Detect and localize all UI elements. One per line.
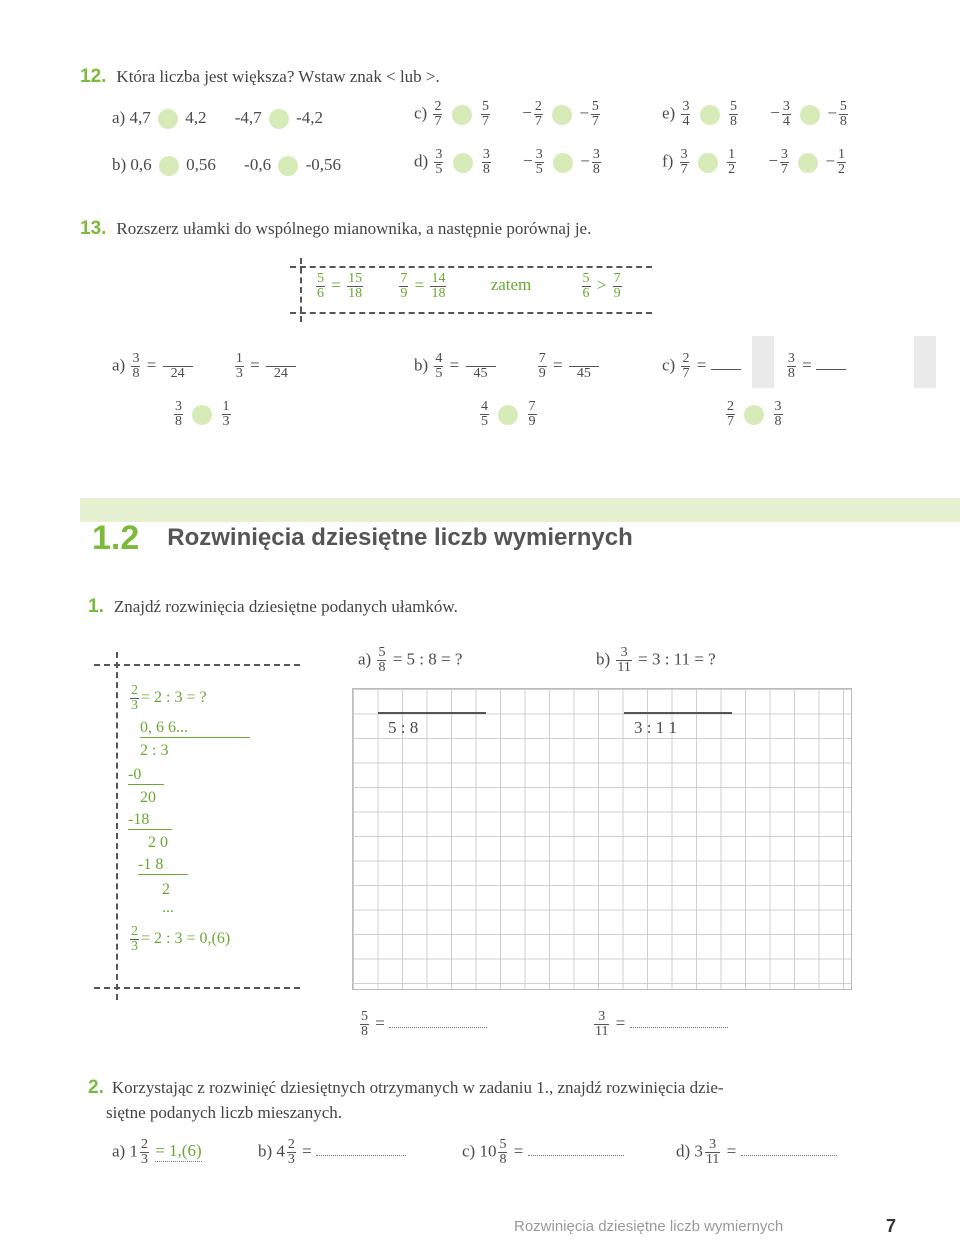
answer-field[interactable]: [316, 1155, 406, 1156]
ex13-a-label: a): [112, 355, 126, 375]
ex12-row-b: [112, 155, 341, 176]
ex13-c-label: c): [662, 355, 676, 375]
ex12-c-label: c): [414, 103, 428, 123]
squared-grid[interactable]: [352, 688, 852, 990]
exercise-1: [88, 596, 458, 618]
ex1-a-division: 5 : 8: [388, 718, 419, 737]
example-box-bottom: [94, 987, 300, 989]
fraction: $\frac{14}{18}$: [431, 271, 446, 301]
footer-title: Rozwinięcia dziesiętne liczb wymiernych: [514, 1218, 784, 1235]
compare-circle[interactable]: [744, 405, 764, 425]
fraction: $\frac{5}{6}$: [582, 271, 590, 301]
ex12-a-label: a) 4,7: [112, 108, 151, 127]
input-square[interactable]: [914, 336, 936, 388]
fraction: $\frac{1}{2}$: [838, 147, 846, 177]
fraction: $\frac{4}{5}$: [435, 351, 443, 381]
exercise-question-line2: siętne podanych liczb mieszanych.: [106, 1103, 343, 1122]
fraction: $\frac{5}{7}$: [591, 99, 599, 129]
fraction: $\frac{3}{8}$: [132, 351, 140, 381]
ex12-d-label: d): [414, 151, 429, 171]
exercise-number: 1.: [88, 596, 104, 617]
ex1-b-expression: = 3 : 11 = ?: [638, 649, 716, 669]
answer-blank[interactable]: [816, 355, 846, 370]
ex13-b-label: b): [414, 355, 429, 375]
example-box-top: [94, 664, 300, 666]
exercise-question: Która liczba jest większa? Wstaw znak < lub >.: [116, 67, 440, 86]
fraction: $\frac{2}{7}$: [682, 351, 690, 381]
ex13-b: b) $\frac{4}{5}$ = 45 $\frac{7}{9}$ = 45: [414, 352, 601, 381]
example-step: -0: [128, 766, 164, 785]
fraction: $\frac{2}{7}$: [727, 399, 734, 429]
exercise-13: [80, 218, 591, 240]
section-header: [92, 520, 641, 556]
fraction-blank[interactable]: 24: [163, 352, 193, 381]
compare-circle[interactable]: [700, 105, 720, 125]
fraction-blank[interactable]: 24: [266, 352, 296, 381]
fraction: $\frac{7}{9}$: [400, 271, 408, 301]
fraction: $\frac{2}{7}$: [434, 99, 442, 129]
fraction: $\frac{3}{8}$: [592, 147, 600, 177]
compare-circle[interactable]: [269, 109, 289, 129]
ex12-b-value: -0,56: [305, 155, 342, 174]
example-step: -1 8: [138, 856, 188, 875]
ex1-a-answer: $\frac{5}{8}$ =: [358, 1010, 487, 1039]
compare-circle[interactable]: [192, 405, 212, 425]
fraction: $\frac{3}{4}$: [682, 99, 690, 129]
fraction: $\frac{5}{8}$: [729, 99, 737, 129]
ex12-b-value: 0,56: [186, 155, 216, 174]
fraction: $\frac{7}{9}$: [538, 351, 546, 381]
exercise-question-line1: Korzystając z rozwinięć dziesiętnych otrzymanych w zadaniu 1., znajdź rozwinięcia dzie-: [111, 1078, 724, 1097]
exercise-2: [88, 1076, 724, 1126]
fraction: $\frac{3}{8}$: [774, 399, 782, 429]
page-number: 7: [886, 1216, 897, 1236]
ex1-b-division: 3 : 1 1: [634, 718, 677, 737]
example-step: 20: [140, 789, 156, 806]
exercise-number: 12.: [80, 66, 107, 87]
ex12-row-f: f) $\frac{3}{7}$ $\frac{1}{2}$ − $\frac{3}{7}$ − $\frac{1}{2}$: [662, 147, 846, 177]
ex2-b: b) 4 $\frac{2}{3}$ =: [258, 1138, 406, 1167]
fraction: $\frac{5}{8}$: [839, 99, 847, 129]
exercise-question: Znajdź rozwinięcia dziesiętne podanych ułamków.: [113, 597, 458, 616]
example-quotient: 0, 6 6...: [140, 719, 250, 738]
ex12-b-label: b) 0,6: [112, 155, 152, 174]
compare-circle[interactable]: [453, 153, 473, 173]
fraction: $\frac{3}{4}$: [782, 99, 790, 129]
ex12-row-a: [112, 108, 323, 129]
section-band: [80, 498, 960, 522]
ex12-a-value: -4,7: [234, 108, 262, 127]
fraction: $\frac{4}{5}$: [481, 399, 488, 429]
example-box-left: [116, 652, 118, 1000]
example-step: 2: [162, 881, 170, 898]
answer-field: = 1,(6): [155, 1141, 202, 1161]
example-box-left: [300, 258, 302, 322]
ex2-c: c) 10 $\frac{5}{8}$ =: [462, 1138, 624, 1167]
answer-field[interactable]: [741, 1155, 837, 1156]
ex12-b-value: -0,6: [244, 155, 272, 174]
ex1-b-header: b) $\frac{3}{11}$ = 3 : 11 = ?: [596, 645, 716, 675]
fraction: $\frac{5}{6}$: [317, 271, 324, 301]
ex12-a-value: 4,2: [185, 108, 207, 127]
answer-field[interactable]: [528, 1155, 624, 1156]
fraction: $\frac{3}{8}$: [175, 399, 182, 429]
ex13-c: c) $\frac{2}{7}$ = $\frac{3}{8}$ =: [662, 352, 846, 381]
exercise-12: [80, 66, 440, 88]
ex12-row-d: d) $\frac{3}{5}$ $\frac{3}{8}$ − $\frac{3}{5}$ − $\frac{3}{8}$: [414, 147, 600, 177]
answer-field[interactable]: [630, 1027, 728, 1028]
ex1-a-header: a) $\frac{5}{8}$ = 5 : 8 = ?: [358, 645, 463, 675]
ex1-b-answer: $\frac{3}{11}$ =: [592, 1010, 728, 1039]
fraction-blank[interactable]: 45: [569, 352, 599, 381]
compare-circle[interactable]: [800, 105, 820, 125]
worked-example: $\frac{2}{3}$ = 2 : 3 = ? 0, 6 6... 2 : 3 -0 20 -18 2 0 -1 8 2 ... $\frac{2}{3}$ = 2 : 3 = 0,(6): [128, 684, 250, 954]
division-line: [378, 712, 486, 714]
ex13-c-compare: [724, 400, 785, 429]
example-step: ...: [162, 899, 174, 916]
fraction: $\frac{3}{5}$: [435, 147, 443, 177]
exercise-question: Rozszerz ułamki do wspólnego mianownika, a następnie porównaj je.: [116, 219, 592, 238]
fraction: $\frac{2}{7}$: [534, 99, 542, 129]
example-box-bottom: [290, 312, 652, 314]
fraction: $\frac{3}{8}$: [482, 147, 490, 177]
example-step: 2 0: [148, 834, 168, 851]
answer-field[interactable]: [389, 1027, 487, 1028]
zatem-text: zatem: [490, 275, 532, 295]
ex2-d: d) 3 $\frac{3}{11}$ =: [676, 1138, 837, 1167]
example-result: = 2 : 3 = 0,(6): [141, 930, 231, 948]
fraction: $\frac{3}{5}$: [535, 147, 543, 177]
example-step: -18: [128, 811, 172, 830]
ex2-a: a) 1 $\frac{2}{3}$ = 1,(6): [112, 1137, 202, 1167]
section-title: Rozwinięcia dziesiętne liczb wymiernych: [159, 524, 640, 552]
division-line: [624, 712, 732, 714]
ex13-a: a) $\frac{3}{8}$ = 24 $\frac{1}{3}$ = 24: [112, 352, 298, 381]
ex12-f-label: f): [662, 151, 674, 171]
fraction: $\frac{7}{9}$: [613, 271, 621, 301]
compare-circle[interactable]: [498, 405, 518, 425]
example-box-top: [290, 266, 652, 268]
compare-circle[interactable]: [698, 153, 718, 173]
fraction: $\frac{3}{7}$: [680, 147, 688, 177]
compare-circle[interactable]: [158, 109, 178, 129]
ex1-b-label: b): [596, 649, 611, 669]
fraction: $\frac{7}{9}$: [528, 399, 536, 429]
example-division: 2 : 3: [140, 742, 169, 759]
compare-circle[interactable]: [452, 105, 472, 125]
ex12-a-value: -4,2: [296, 108, 324, 127]
example-line: = 2 : 3 = ?: [141, 689, 207, 707]
section-number: 1.2: [92, 518, 140, 557]
compare-circle[interactable]: [553, 153, 573, 173]
fraction-blank[interactable]: 45: [466, 352, 496, 381]
fraction: $\frac{3}{7}$: [780, 147, 788, 177]
ex13-example: $\frac{5}{6}$ = $\frac{15}{18}$ $\frac{7}{9}$ = $\frac{14}{18}$ zatem $\frac{5}{6}$ > $\frac{7}{9}$: [317, 271, 621, 301]
ex13-b-compare: [478, 400, 539, 429]
compare-circle[interactable]: [552, 105, 572, 125]
fraction: $\frac{1}{3}$: [222, 399, 230, 429]
ex1-a-expression: = 5 : 8 = ?: [392, 649, 463, 669]
ex1-a-label: a): [358, 649, 372, 669]
fraction: $\frac{3}{8}$: [787, 351, 795, 381]
fraction: $\frac{1}{3}$: [235, 351, 243, 381]
compare-circle[interactable]: [278, 156, 298, 176]
ex12-row-e: e) $\frac{3}{4}$ $\frac{5}{8}$ − $\frac{3}{4}$ − $\frac{5}{8}$: [662, 99, 847, 129]
exercise-number: 13.: [80, 218, 107, 239]
fraction: $\frac{15}{18}$: [348, 271, 363, 301]
ex12-row-c: c) $\frac{2}{7}$ $\frac{5}{7}$ − $\frac{2}{7}$ − $\frac{5}{7}$: [414, 99, 599, 129]
fraction: $\frac{5}{7}$: [481, 99, 489, 129]
fraction: $\frac{1}{2}$: [728, 147, 736, 177]
compare-circle[interactable]: [159, 156, 179, 176]
ex13-a-compare: [172, 400, 233, 429]
answer-blank[interactable]: [711, 355, 741, 370]
ex12-e-label: e): [662, 103, 676, 123]
exercise-number: 2.: [88, 1077, 104, 1098]
compare-circle[interactable]: [798, 153, 818, 173]
